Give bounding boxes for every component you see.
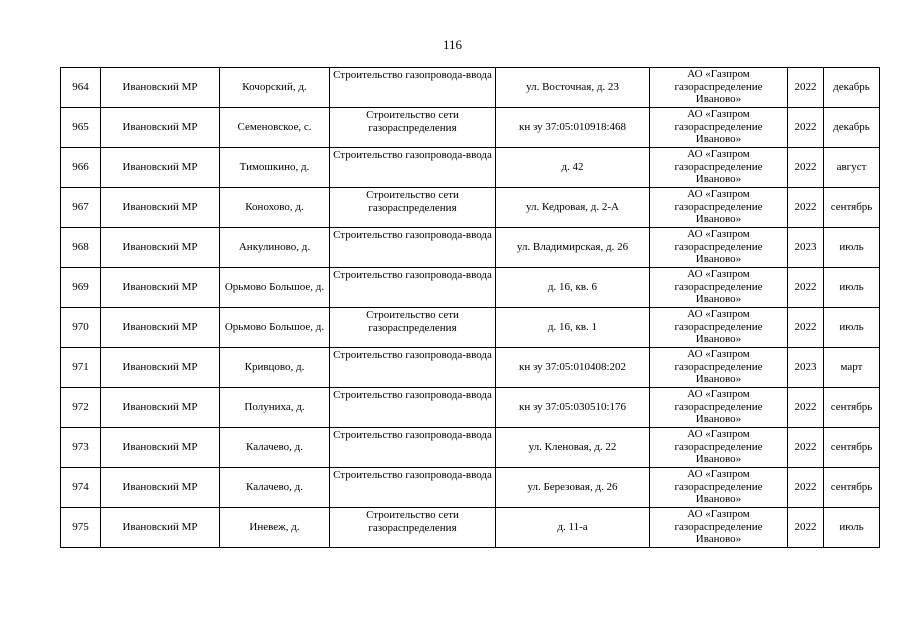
district-cell: Ивановский МР bbox=[101, 468, 220, 508]
year-cell: 2022 bbox=[788, 148, 824, 188]
row-number-cell: 975 bbox=[61, 508, 101, 548]
settlement-cell: Анкулиново, д. bbox=[220, 228, 330, 268]
row-number-cell: 967 bbox=[61, 188, 101, 228]
year-cell: 2022 bbox=[788, 388, 824, 428]
table-row bbox=[61, 268, 880, 308]
work-type-cell: Строительство газопровода-ввода bbox=[330, 268, 496, 308]
district-cell: Ивановский МР bbox=[101, 428, 220, 468]
year-cell: 2022 bbox=[788, 468, 824, 508]
district-cell: Ивановский МР bbox=[101, 188, 220, 228]
work-type-cell: Строительство сети газораспределения bbox=[330, 108, 496, 148]
address-cell: д. 16, кв. 1 bbox=[496, 308, 650, 348]
settlement-cell: Полуниха, д. bbox=[220, 388, 330, 428]
district-cell: Ивановский МР bbox=[101, 68, 220, 108]
year-cell: 2022 bbox=[788, 68, 824, 108]
work-type-cell: Строительство сети газораспределения bbox=[330, 508, 496, 548]
month-cell: декабрь bbox=[824, 68, 880, 108]
address-cell: д. 42 bbox=[496, 148, 650, 188]
settlement-cell: Калачево, д. bbox=[220, 468, 330, 508]
address-cell: ул. Кленовая, д. 22 bbox=[496, 428, 650, 468]
row-number-cell: 964 bbox=[61, 68, 101, 108]
month-cell: сентябрь bbox=[824, 388, 880, 428]
settlement-cell: Семеновское, с. bbox=[220, 108, 330, 148]
work-type-cell: Строительство газопровода-ввода bbox=[330, 228, 496, 268]
organization-cell: АО «Газпром газораспределение Иваново» bbox=[650, 228, 788, 268]
work-type-cell: Строительство газопровода-ввода bbox=[330, 68, 496, 108]
address-cell: ул. Кедровая, д. 2-А bbox=[496, 188, 650, 228]
year-cell: 2022 bbox=[788, 188, 824, 228]
address-cell: д. 16, кв. 6 bbox=[496, 268, 650, 308]
address-cell: кн зу 37:05:010408:202 bbox=[496, 348, 650, 388]
settlement-cell: Конохово, д. bbox=[220, 188, 330, 228]
district-cell: Ивановский МР bbox=[101, 508, 220, 548]
organization-cell: АО «Газпром газораспределение Иваново» bbox=[650, 428, 788, 468]
month-cell: июль bbox=[824, 268, 880, 308]
table-row bbox=[61, 508, 880, 548]
organization-cell: АО «Газпром газораспределение Иваново» bbox=[650, 508, 788, 548]
month-cell: июль bbox=[824, 308, 880, 348]
district-cell: Ивановский МР bbox=[101, 228, 220, 268]
row-number-cell: 971 bbox=[61, 348, 101, 388]
table-row bbox=[61, 468, 880, 508]
work-type-cell: Строительство сети газораспределения bbox=[330, 308, 496, 348]
district-cell: Ивановский МР bbox=[101, 148, 220, 188]
table-row bbox=[61, 348, 880, 388]
year-cell: 2023 bbox=[788, 348, 824, 388]
row-number-cell: 974 bbox=[61, 468, 101, 508]
month-cell: декабрь bbox=[824, 108, 880, 148]
table-row bbox=[61, 188, 880, 228]
organization-cell: АО «Газпром газораспределение Иваново» bbox=[650, 468, 788, 508]
month-cell: сентябрь bbox=[824, 468, 880, 508]
address-cell: ул. Владимирская, д. 26 bbox=[496, 228, 650, 268]
organization-cell: АО «Газпром газораспределение Иваново» bbox=[650, 348, 788, 388]
organization-cell: АО «Газпром газораспределение Иваново» bbox=[650, 68, 788, 108]
organization-cell: АО «Газпром газораспределение Иваново» bbox=[650, 308, 788, 348]
work-type-cell: Строительство газопровода-ввода bbox=[330, 388, 496, 428]
table-body bbox=[61, 68, 880, 548]
settlement-cell: Орьмово Большое, д. bbox=[220, 268, 330, 308]
year-cell: 2022 bbox=[788, 428, 824, 468]
table-row bbox=[61, 108, 880, 148]
address-cell: кн зу 37:05:010918:468 bbox=[496, 108, 650, 148]
month-cell: июль bbox=[824, 508, 880, 548]
month-cell: август bbox=[824, 148, 880, 188]
settlement-cell: Кривцово, д. bbox=[220, 348, 330, 388]
year-cell: 2022 bbox=[788, 268, 824, 308]
row-number-cell: 965 bbox=[61, 108, 101, 148]
page-number: 116 bbox=[442, 37, 463, 52]
row-number-cell: 972 bbox=[61, 388, 101, 428]
table-row bbox=[61, 148, 880, 188]
row-number-cell: 968 bbox=[61, 228, 101, 268]
organization-cell: АО «Газпром газораспределение Иваново» bbox=[650, 388, 788, 428]
table-row bbox=[61, 388, 880, 428]
settlement-cell: Иневеж, д. bbox=[220, 508, 330, 548]
work-type-cell: Строительство газопровода-ввода bbox=[330, 428, 496, 468]
month-cell: сентябрь bbox=[824, 428, 880, 468]
work-type-cell: Строительство сети газораспределения bbox=[330, 188, 496, 228]
settlement-cell: Кочорский, д. bbox=[220, 68, 330, 108]
year-cell: 2022 bbox=[788, 108, 824, 148]
month-cell: сентябрь bbox=[824, 188, 880, 228]
address-cell: д. 11-а bbox=[496, 508, 650, 548]
year-cell: 2022 bbox=[788, 308, 824, 348]
district-cell: Ивановский МР bbox=[101, 108, 220, 148]
organization-cell: АО «Газпром газораспределение Иваново» bbox=[650, 268, 788, 308]
settlement-cell: Тимошкино, д. bbox=[220, 148, 330, 188]
month-cell: март bbox=[824, 348, 880, 388]
month-cell: июль bbox=[824, 228, 880, 268]
address-cell: ул. Восточная, д. 23 bbox=[496, 68, 650, 108]
organization-cell: АО «Газпром газораспределение Иваново» bbox=[650, 148, 788, 188]
gas-network-table bbox=[60, 67, 880, 548]
address-cell: кн зу 37:05:030510:176 bbox=[496, 388, 650, 428]
table-row bbox=[61, 68, 880, 108]
settlement-cell: Калачево, д. bbox=[220, 428, 330, 468]
year-cell: 2022 bbox=[788, 508, 824, 548]
work-type-cell: Строительство газопровода-ввода bbox=[330, 468, 496, 508]
row-number-cell: 966 bbox=[61, 148, 101, 188]
settlement-cell: Орьмово Большое, д. bbox=[220, 308, 330, 348]
address-cell: ул. Березовая, д. 26 bbox=[496, 468, 650, 508]
row-number-cell: 970 bbox=[61, 308, 101, 348]
table-row bbox=[61, 228, 880, 268]
row-number-cell: 973 bbox=[61, 428, 101, 468]
work-type-cell: Строительство газопровода-ввода bbox=[330, 348, 496, 388]
district-cell: Ивановский МР bbox=[101, 308, 220, 348]
district-cell: Ивановский МР bbox=[101, 348, 220, 388]
organization-cell: АО «Газпром газораспределение Иваново» bbox=[650, 188, 788, 228]
table-row bbox=[61, 308, 880, 348]
organization-cell: АО «Газпром газораспределение Иваново» bbox=[650, 108, 788, 148]
work-type-cell: Строительство газопровода-ввода bbox=[330, 148, 496, 188]
row-number-cell: 969 bbox=[61, 268, 101, 308]
district-cell: Ивановский МР bbox=[101, 388, 220, 428]
year-cell: 2023 bbox=[788, 228, 824, 268]
table-row bbox=[61, 428, 880, 468]
district-cell: Ивановский МР bbox=[101, 268, 220, 308]
